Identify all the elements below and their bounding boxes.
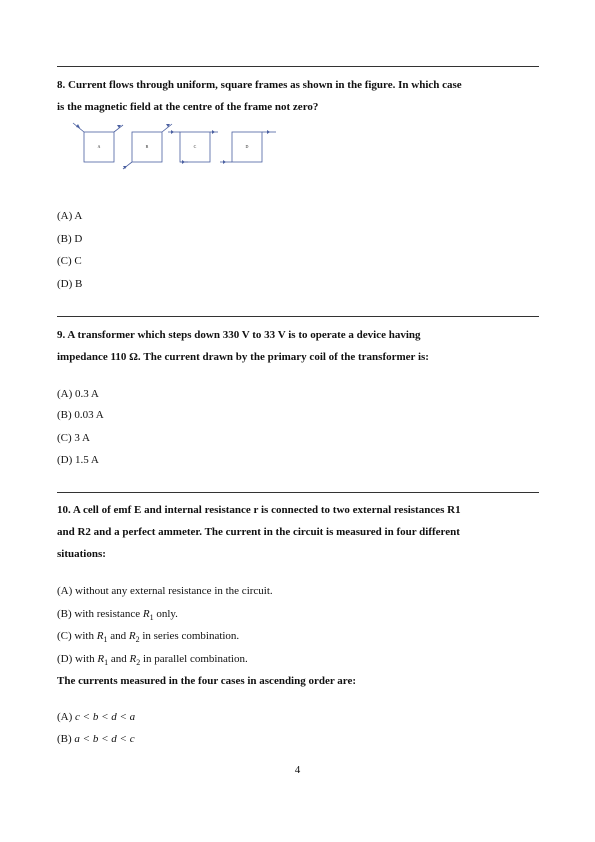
q9-option-d[interactable]: (D) 1.5 A (57, 454, 99, 466)
situation-text: in parallel combination. (142, 653, 248, 665)
arrow-icon (212, 130, 215, 134)
page-number: 4 (294, 764, 301, 776)
situation-label: (C) (57, 630, 72, 642)
q8-option-b[interactable]: (B) D (57, 233, 83, 245)
situation-text: and (110, 653, 127, 665)
resistance-r2: $R_2$ (129, 653, 141, 668)
q10-option-a[interactable] (57, 710, 135, 724)
situation-text: with (74, 630, 94, 642)
q8-stem-line1: 8. Current flows through uniform, square frames as shown in the figure. In which case (57, 79, 462, 91)
frame-label-c: C (193, 144, 197, 149)
q10-stem (57, 499, 539, 565)
frame-label-b: B (145, 144, 149, 149)
frame-label-d: D (245, 144, 249, 149)
q9-stem-line2: impedance 110 Ω. The current drawn by the primary coil of the transformer is: (57, 351, 429, 363)
situation-label: (A) (57, 585, 73, 597)
arrow-icon (267, 130, 270, 134)
q10-conclusion: The currents measured in the four cases in ascending order are: (57, 675, 357, 687)
resistance-r1: $R_1$ (97, 653, 109, 668)
frame-label-a: A (97, 144, 101, 149)
q8-figure (70, 120, 280, 172)
situation-label: (B) (57, 608, 72, 620)
q9-option-c[interactable]: (C) 3 A (57, 432, 90, 444)
q10-stem-line2: and R2 and a perfect ammeter. The current in the circuit is measured in four different (57, 526, 460, 538)
option-expression: c < b < d < a (75, 711, 136, 723)
q8-stem-line2: is the magnetic field at the centre of the frame not zero? (57, 101, 319, 113)
q10-situation-b (57, 607, 178, 625)
resistance-r1: $R_1$ (96, 630, 108, 645)
q10-divider (57, 492, 539, 493)
q9-stem (57, 324, 539, 368)
q9-stem-line1: 9. A transformer which steps down 330 V to 33 V is to operate a device having (57, 329, 421, 341)
q9-option-a[interactable]: (A) 0.3 A (57, 388, 99, 400)
situation-text: in series combination. (142, 630, 240, 642)
situation-text: with resistance (74, 608, 141, 620)
q8-divider (57, 66, 539, 67)
q10-situation-d (57, 652, 248, 670)
q10-situation-c (57, 629, 239, 647)
resistance-r1: $R_1$ (142, 608, 154, 623)
option-expression: a < b < d < c (74, 733, 135, 745)
arrow-icon (171, 130, 174, 134)
q8-option-a[interactable]: (A) A (57, 210, 83, 222)
resistance-r2: $R_2$ (128, 630, 140, 645)
option-label: (A) (57, 711, 73, 723)
arrow-icon (223, 160, 226, 164)
q8-option-d[interactable]: (D) B (57, 278, 83, 290)
situation-text: with (75, 653, 95, 665)
q8-stem (57, 74, 539, 118)
q8-option-c[interactable]: (C) C (57, 255, 82, 267)
q10-situation-a (57, 584, 273, 598)
situation-label: (D) (57, 653, 73, 665)
q10-stem-line3: situations: (57, 548, 106, 560)
q9-divider (57, 316, 539, 317)
arrow-icon (182, 160, 185, 164)
arrow-icon (117, 125, 121, 128)
situation-text: and (110, 630, 127, 642)
q10-stem-line1: 10. A cell of emf E and internal resistance r is connected to two external resistances R1 (57, 504, 461, 516)
situation-text: only. (156, 608, 178, 620)
option-label: (B) (57, 733, 72, 745)
q9-option-b[interactable]: (B) 0.03 A (57, 409, 104, 421)
situation-text: without any external resistance in the circuit. (75, 585, 273, 597)
q10-option-b[interactable] (57, 732, 135, 746)
